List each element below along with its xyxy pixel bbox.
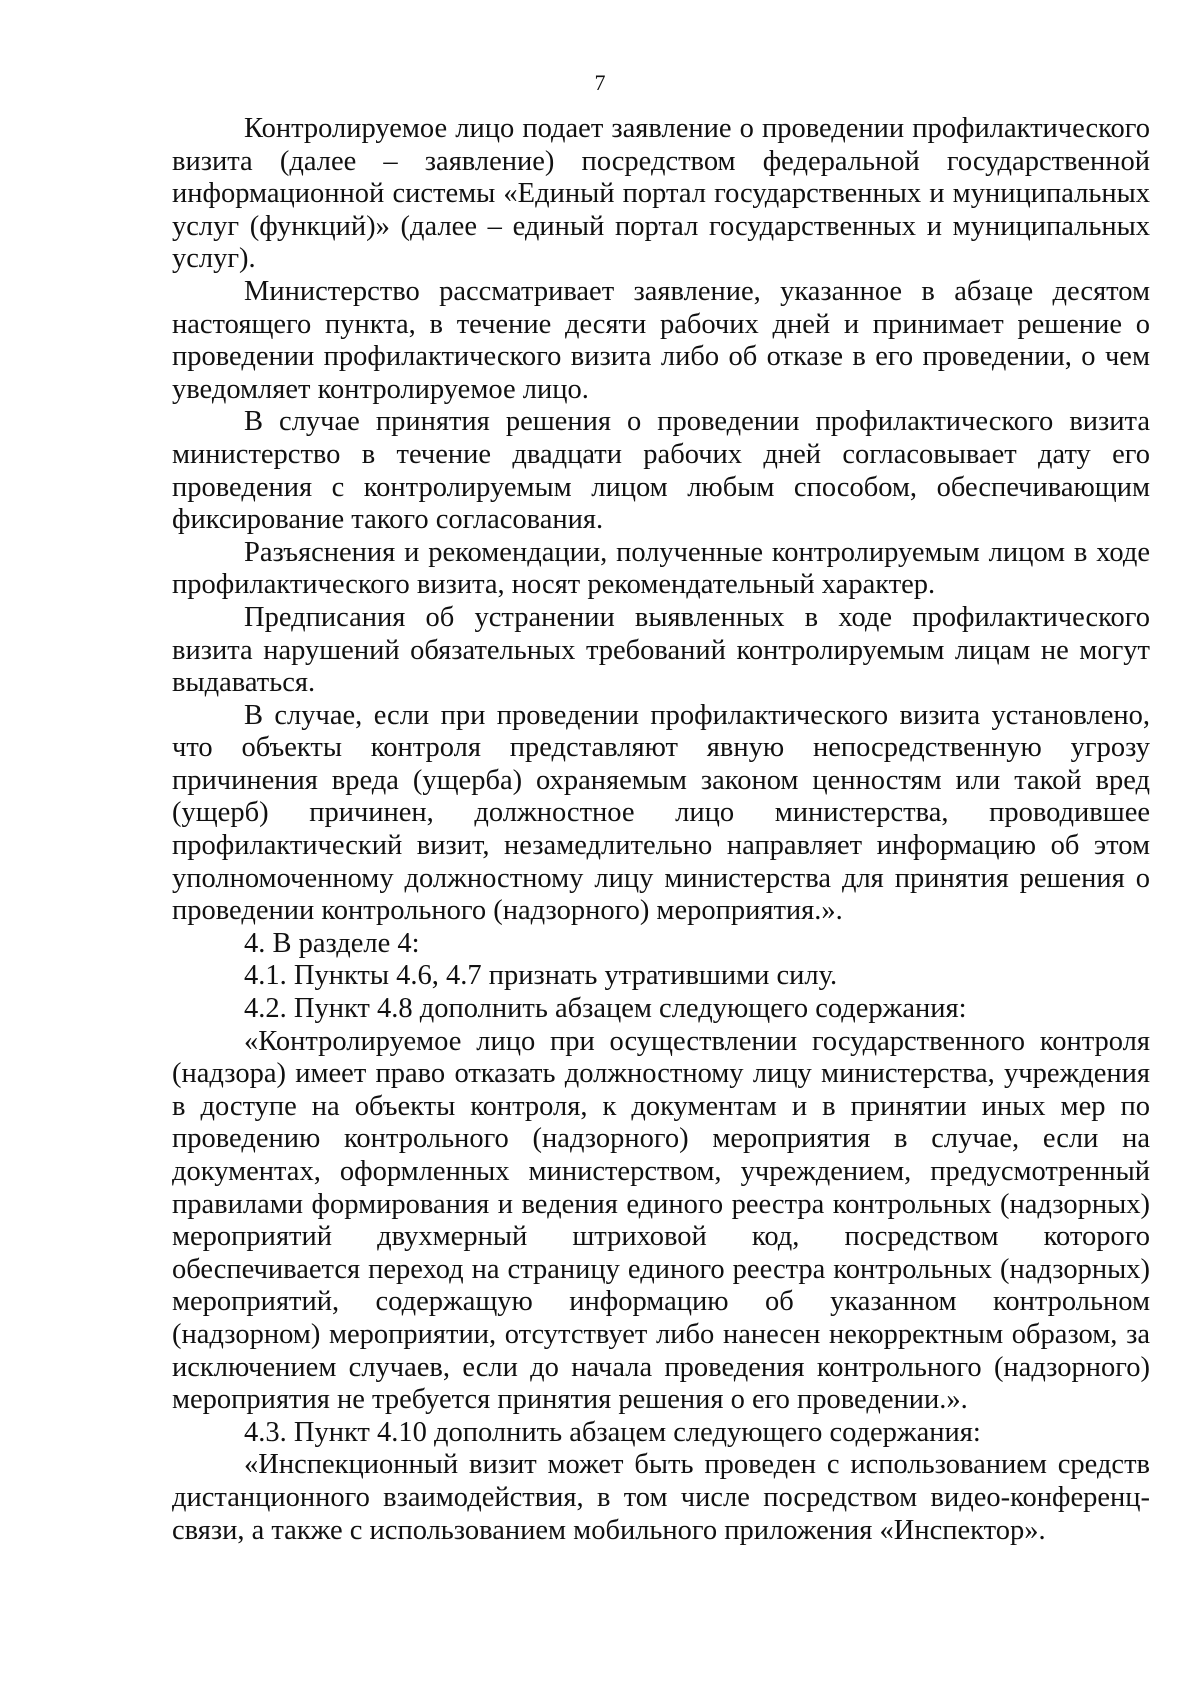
paragraph-refusal-right: «Контролируемое лицо при осуществлении государственного контроля (надзора) имеет право отказать должностному лицу министерства, учреждения в доступе на объекты контроля, к документам и в принятии иных мер по проведению контрольного (надзорного) мероприятия в случае, если на документах, оформленных министерством, учреждением, предусмотренный правилами формирования и ведения единого реестра контрольных (надзорных) мероприятий двухмерный штриховой код, посредством которого обеспечивается переход на страницу единого реестра контрольных (надзорных) мероприятий, содержащую информацию об указанном контрольном (надзорном) мероприятии, отсутствует либо нанесен некорректным образом, за исключением случаев, если до начала проведения контрольного (надзорного) мероприятия не требуется принятия решения о его проведении.». [172,1025,1150,1416]
document-body [172,113,1150,1547]
paragraph-ministry-review: Министерство рассматривает заявление, указанное в абзаце десятом настоящего пункта, в течение десяти рабочих дней и принимает решение о проведении профилактического визита либо об отказе в его проведении, о чем уведомляет контролируемое лицо. [172,275,1150,405]
paragraph-section-4: 4. В разделе 4: [244,927,420,959]
paragraph-application-submission: Контролируемое лицо подает заявление о проведении профилактического визита (далее – заявление) посредством федеральной государственной информационной системы «Единый портал государственных и муниципальных услуг (функций)» (далее – единый портал государственных и муниципальных услуг). [172,113,1150,275]
paragraph-prescriptions: Предписания об устранении выявленных в ходе профилактического визита нарушений обязательных требований контролируемым лицам не могут выдаваться. [172,601,1150,699]
paragraph-threat-response: В случае, если при проведении профилактического визита установлено, что объекты контроля представляют явную непосредственную угрозу причинения вреда (ущерба) охраняемым законом ценностям или такой вред (ущерб) причинен, должностное лицо министерства, проводившее профилактический визит, незамедлительно направляет информацию об этом уполномоченному должностному лицу министерства для принятия решения о проведении контрольного (надзорного) мероприятия.». [172,699,1150,927]
paragraph-item-4-3: 4.3. Пункт 4.10 дополнить абзацем следующего содержания: [244,1416,981,1448]
paragraph-item-4-2: 4.2. Пункт 4.8 дополнить абзацем следующего содержания: [244,993,967,1025]
paragraph-item-4-1: 4.1. Пункты 4.6, 4.7 признать утратившими силу. [244,960,838,992]
paragraph-remote-inspection: «Инспекционный визит может быть проведен с использованием средств дистанционного взаимодействия, в том числе посредством видео-конференц-связи, а также с использованием мобильного приложения «Инспектор». [172,1449,1150,1546]
page-number: 7 [594,70,606,95]
paragraph-visit-scheduling: В случае принятия решения о проведении профилактического визита министерство в течение двадцати рабочих дней согласовывает дату его проведения с контролируемым лицом любым способом, обеспечивающим фиксирование такого согласования. [172,406,1150,536]
paragraph-recommendations: Разъяснения и рекомендации, полученные контролируемым лицом в ходе профилактического визита, носят рекомендательный характер. [172,536,1150,601]
